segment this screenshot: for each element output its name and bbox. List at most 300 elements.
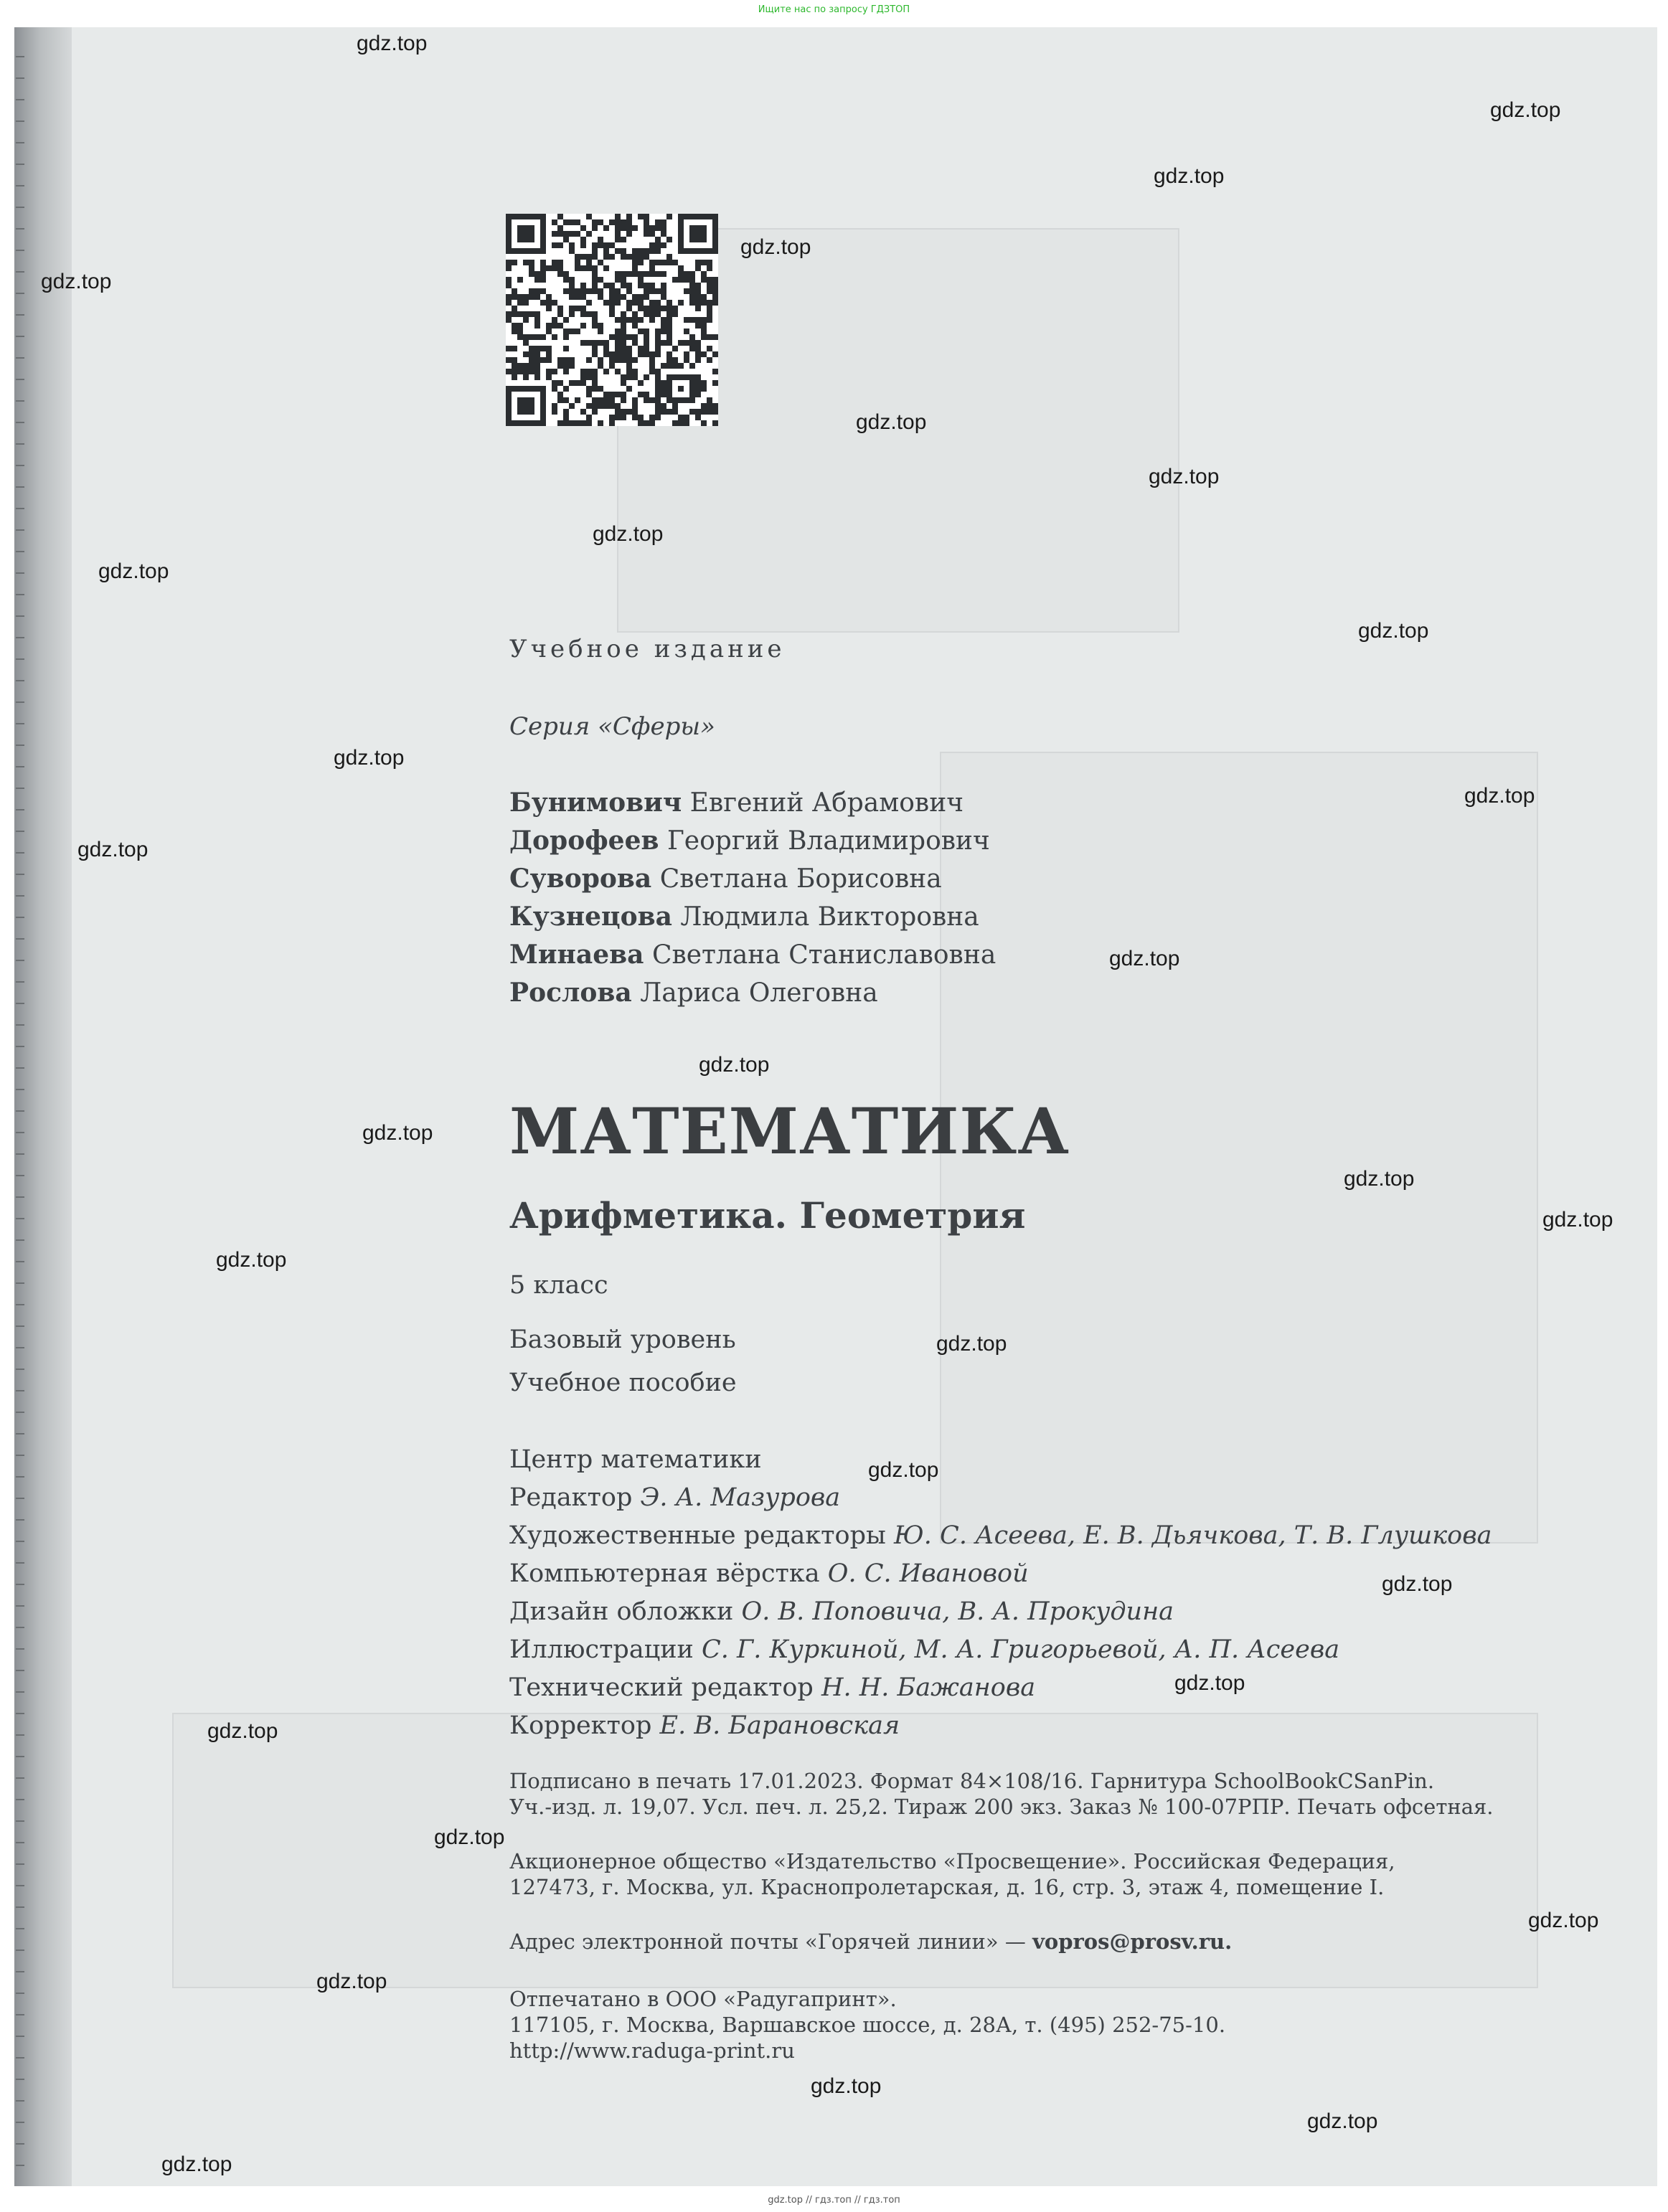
qr-module [701,409,707,415]
qr-module [563,409,569,415]
qr-module [575,231,580,237]
qr-module [569,311,575,317]
qr-module [626,346,632,351]
spine-tick [16,2143,24,2145]
qr-module [540,265,546,271]
qr-module [557,225,563,231]
watermark: gdz.top [316,1970,387,1993]
credit-line [509,1711,900,1740]
spine-tick [16,1455,24,1456]
qr-module [506,369,512,374]
qr-module [609,219,615,225]
qr-module [557,363,563,369]
qr-module [666,334,672,340]
qr-module [626,374,632,380]
qr-module [529,346,534,351]
qr-module [638,283,644,288]
qr-module [557,420,563,426]
qr-module [552,380,557,386]
qr-module [603,254,609,260]
qr-module [557,214,563,219]
qr-module [603,225,609,231]
qr-module [569,329,575,334]
qr-module [563,317,569,323]
qr-module [534,294,540,300]
qr-module [609,351,615,357]
qr-module [598,323,603,329]
qr-module [575,254,580,260]
qr-module [655,415,661,420]
qr-module [672,346,678,351]
qr-module [621,346,626,351]
qr-module [592,369,598,374]
qr-module [678,265,684,271]
qr-module [684,351,689,357]
qr-module [546,369,552,374]
qr-module [592,409,598,415]
qr-module [563,386,569,392]
qr-module [655,306,661,311]
spine-tick [16,443,24,445]
qr-module [563,219,569,225]
spine-tick [16,981,24,983]
qr-module [621,225,626,231]
qr-module [546,300,552,306]
spine-tick [16,788,24,789]
qr-module [569,283,575,288]
qr-module [615,248,621,254]
spine-tick [16,594,24,595]
qr-module [701,277,707,283]
qr-module [592,254,598,260]
qr-module [621,397,626,403]
qr-module [575,294,580,300]
qr-module [534,323,540,329]
spine-tick [16,1089,24,1090]
qr-module [621,415,626,420]
spine-tick [16,357,24,359]
author-surname: Суворова [509,864,652,894]
spine-tick [16,551,24,552]
qr-module [695,386,701,392]
author-line [509,826,990,856]
qr-module [615,294,621,300]
qr-module [666,340,672,346]
qr-module [695,357,701,363]
spine-tick [16,228,24,230]
qr-module [707,403,712,409]
qr-module [666,306,672,311]
qr-module [649,265,655,271]
qr-module [684,415,689,420]
qr-module [512,323,517,329]
qr-module [569,306,575,311]
watermark: gdz.top [1490,98,1561,122]
qr-module [638,415,644,420]
qr-module [672,403,678,409]
spine-tick [16,1971,24,1972]
qr-module [552,242,557,248]
qr-module [678,277,684,283]
qr-module [615,219,621,225]
qr-module [655,403,661,409]
qr-module [598,340,603,346]
qr-module [626,351,632,357]
qr-module [586,369,592,374]
qr-module [661,386,666,392]
qr-module [649,260,655,265]
qr-module [592,346,598,351]
qr-module [615,369,621,374]
spine-tick [16,938,24,940]
spine-tick [16,486,24,488]
spine-tick [16,99,24,100]
qr-module [546,329,552,334]
watermark: gdz.top [593,522,664,546]
qr-module [534,351,540,357]
spine-tick [16,1541,24,1542]
watermark: gdz.top [1174,1671,1245,1695]
watermark: gdz.top [740,235,811,259]
qr-module [615,334,621,340]
qr-module [586,254,592,260]
qr-module [649,317,655,323]
qr-module [678,386,684,392]
qr-module [621,374,626,380]
qr-module [707,300,712,306]
qr-module [609,334,615,340]
qr-module [644,306,649,311]
qr-module [615,300,621,306]
qr-module [678,420,684,426]
printer-url[interactable]: http://www.raduga-print.ru [509,2038,795,2063]
qr-module [655,386,661,392]
qr-module [621,271,626,277]
qr-module [615,340,621,346]
credit-line [509,1673,1035,1702]
qr-module [707,277,712,283]
qr-module [506,277,512,283]
qr-module [586,311,592,317]
qr-module [621,277,626,283]
qr-module [649,351,655,357]
qr-module [534,369,540,374]
qr-module [603,242,609,248]
qr-module [557,357,563,363]
qr-module [569,357,575,363]
qr-module [552,334,557,340]
qr-module [563,369,569,374]
qr-module [598,219,603,225]
qr-module [644,374,649,380]
qr-module [661,306,666,311]
qr-module [563,334,569,340]
spine-tick [16,766,24,767]
qr-module [529,311,534,317]
qr-module [517,300,523,306]
qr-module [609,415,615,420]
qr-module [603,351,609,357]
qr-module [523,334,529,340]
qr-module [649,248,655,254]
credit-role: Технический редактор [509,1673,814,1702]
qr-module [563,363,569,369]
spine-tick [16,1282,24,1284]
qr-module [649,397,655,403]
qr-module [701,294,707,300]
qr-module [712,277,718,283]
qr-module [552,265,557,271]
qr-module [689,225,707,242]
qr-module [632,248,638,254]
qr-module [603,283,609,288]
author-given-name: Светлана Станиславовна [651,940,996,970]
qr-code-icon[interactable] [506,214,718,426]
spine-tick [16,508,24,509]
qr-module [546,323,552,329]
publisher-line: 127473, г. Москва, ул. Краснопролетарская, д. 16, стр. 3, этаж 4, помещение I. [509,1875,1385,1899]
qr-module [575,306,580,311]
qr-module [512,363,517,369]
qr-module [506,260,512,265]
qr-module [529,288,534,294]
top-banner[interactable]: Ищите нас по запросу ГДЗТОП [758,4,910,15]
qr-module [540,277,546,283]
qr-module [661,231,666,237]
qr-module [603,248,609,254]
watermark: gdz.top [362,1121,433,1145]
spine-tick [16,185,24,186]
email-line [509,1929,1232,1954]
qr-module [661,392,666,397]
printer-line: Отпечатано в ООО «Радугапринт». [509,1987,897,2011]
qr-module [695,380,701,386]
edition-type: Учебное издание [509,635,786,663]
qr-module [592,248,598,254]
qr-module [707,260,712,265]
qr-module [506,265,512,271]
credit-names: О. С. Ивановой [827,1559,1029,1588]
qr-module [615,357,621,363]
qr-module [695,323,701,329]
qr-module [695,265,701,271]
qr-module [603,369,609,374]
qr-module [712,334,718,340]
watermark: gdz.top [1154,164,1225,188]
spine-tick [16,1842,24,1843]
spine-tick [16,465,24,466]
qr-module [689,271,695,277]
qr-module [626,219,632,225]
qr-module [569,288,575,294]
qr-module [575,260,580,265]
qr-module [661,271,666,277]
qr-module [638,254,644,260]
qr-module [534,277,540,283]
qr-module [626,357,632,363]
qr-module [580,409,586,415]
qr-module [512,346,517,351]
watermark: gdz.top [936,1332,1007,1356]
credit-names: Ю. С. Асеева, Е. В. Дьячкова, Т. В. Глушкова [894,1521,1492,1550]
qr-module [598,386,603,392]
spine-tick [16,207,24,208]
qr-module [586,374,592,380]
qr-module [684,340,689,346]
bottom-banner[interactable]: gdz.top // гдз.топ // гдз.топ [768,2195,900,2206]
qr-module [615,346,621,351]
qr-module [644,329,649,334]
qr-module [701,300,707,306]
qr-module [523,351,529,357]
author-line [509,902,979,932]
qr-module [632,357,638,363]
qr-module [523,294,529,300]
qr-module [655,271,661,277]
watermark: gdz.top [434,1825,505,1849]
spine-tick [16,1132,24,1133]
qr-module [586,214,592,219]
qr-module [506,311,512,317]
qr-module [563,415,569,420]
spine-tick [16,1433,24,1435]
qr-module [672,306,678,311]
qr-module [615,351,621,357]
qr-module [626,317,632,323]
qr-module [707,283,712,288]
qr-module [655,380,661,386]
qr-module [512,357,517,363]
spine-tick [16,895,24,897]
qr-module [666,317,672,323]
qr-module [632,265,638,271]
qr-module [689,346,695,351]
qr-module [609,254,615,260]
qr-module [609,363,615,369]
qr-module [666,323,672,329]
qr-module [609,300,615,306]
qr-module [615,225,621,231]
qr-module [655,334,661,340]
qr-module [592,288,598,294]
qr-module [552,369,557,374]
watermark: gdz.top [77,838,149,861]
qr-module [672,409,678,415]
qr-module [609,283,615,288]
qr-module [655,392,661,397]
email-address[interactable]: vopros@prosv.ru. [1032,1929,1233,1954]
qr-module [580,254,586,260]
qr-module [598,277,603,283]
spine-tick [16,77,24,79]
spine-tick [16,2100,24,2102]
qr-module [529,351,534,357]
qr-module [512,329,517,334]
spine-tick [16,1691,24,1693]
qr-module [695,392,701,397]
author-surname: Рослова [509,978,632,1008]
qr-module [621,409,626,415]
qr-module [586,357,592,363]
qr-module [563,346,569,351]
qr-module [707,288,712,294]
qr-module [603,346,609,351]
spine-tick [16,314,24,316]
qr-module [707,265,712,271]
qr-module [684,357,689,363]
qr-module [644,346,649,351]
qr-module [615,409,621,415]
spine-tick [16,637,24,638]
qr-module [712,294,718,300]
qr-module [563,397,569,403]
qr-module [632,317,638,323]
credit-line [509,1521,1492,1550]
spine-tick [16,2036,24,2037]
qr-module [684,317,689,323]
qr-module [552,260,557,265]
series-label: Серия «Сферы» [509,712,715,741]
qr-module [615,214,621,219]
qr-module [655,340,661,346]
qr-module [655,288,661,294]
qr-module [540,346,546,351]
qr-module [644,420,649,426]
spine-tick [16,120,24,122]
qr-module [540,288,546,294]
qr-module [678,415,684,420]
watermark: gdz.top [161,2152,232,2176]
qr-module [678,340,684,346]
qr-module [672,357,678,363]
qr-module [586,265,592,271]
spine-tick [16,1024,24,1026]
qr-module [644,311,649,317]
author-given-name: Людмила Викторовна [680,902,979,932]
qr-module [632,323,638,329]
qr-module [626,306,632,311]
qr-module [689,317,695,323]
watermark: gdz.top [868,1458,939,1482]
qr-module [609,420,615,426]
qr-module [546,374,552,380]
qr-module [586,231,592,237]
qr-module [615,317,621,323]
qr-module [540,260,546,265]
qr-module [655,311,661,317]
spine-tick [16,336,24,337]
spine-tick [16,1110,24,1112]
email-prefix: Адрес электронной почты «Горячей линии» — [509,1929,1026,1954]
qr-module [586,392,592,397]
qr-module [684,329,689,334]
qr-module [557,306,563,311]
qr-module [586,415,592,420]
watermark: gdz.top [856,410,927,434]
spine-tick [16,1885,24,1886]
qr-module [655,219,661,225]
qr-module [621,237,626,242]
qr-module [592,271,598,277]
qr-module [701,317,707,323]
qr-module [701,403,707,409]
qr-module [557,231,563,237]
credit-names: Э. А. Мазурова [640,1483,841,1512]
qr-module [707,317,712,323]
grade-label: 5 класс [509,1271,608,1300]
qr-module [638,380,644,386]
credit-names: С. Г. Куркиной, М. А. Григорьевой, А. П. Асеева [702,1635,1340,1664]
